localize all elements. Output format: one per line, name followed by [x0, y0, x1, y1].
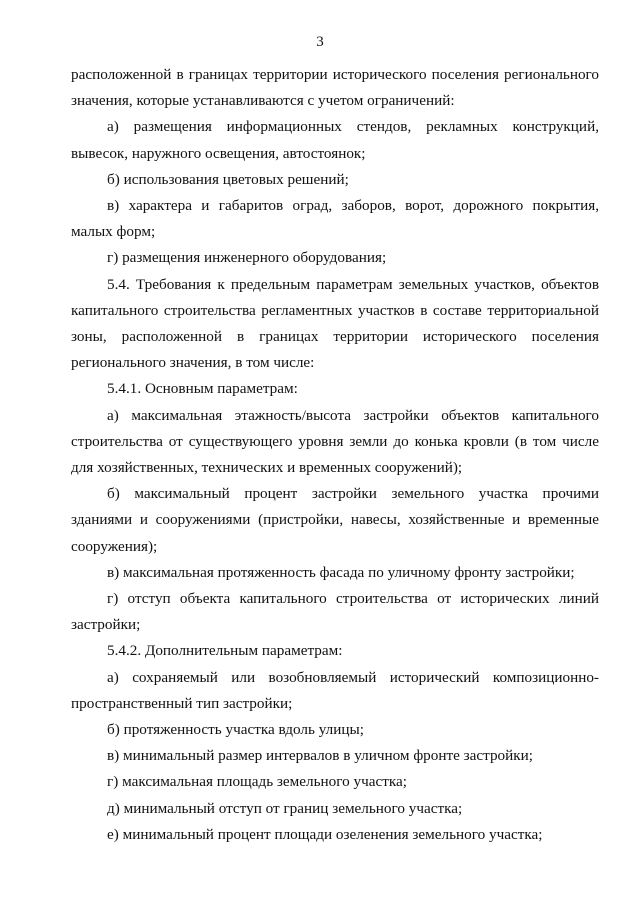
paragraph-item-b-colors: б) использования цветовых решений; [107, 170, 349, 188]
paragraph-item-d-min-setback: д) минимальный отступ от границ земельного участка; [107, 799, 463, 817]
paragraph-item-g-setback: г) отступ объекта капитального строительства от исторических линий застройки; [71, 590, 599, 634]
paragraph-item-b-length: б) протяженность участка вдоль улицы; [107, 721, 364, 739]
paragraph-section-5-4-1: 5.4.1. Основным параметрам: [107, 380, 298, 398]
paragraph-item-a-height: а) максимальная этажность/высота застройки объектов капитального строительства от существующего уровня земли до конька кровли (в том числе для хозяйственных, технических и временных сооружений); [71, 406, 599, 477]
document-body [71, 62, 599, 848]
paragraph-item-g-max-area: г) максимальная площадь земельного участка; [107, 773, 407, 791]
paragraph-item-v-intervals: в) минимальный размер интервалов в уличном фронте застройки; [107, 747, 533, 765]
page-number: 3 [316, 34, 324, 50]
paragraph-section-5-4-2: 5.4.2. Дополнительным параметрам: [107, 642, 343, 660]
paragraph-item-a-placement: а) размещения информационных стендов, рекламных конструкций, вывесок, наружного освещения, автостоянок; [71, 118, 599, 162]
paragraph-item-v-facade: в) максимальная протяженность фасада по уличному фронту застройки; [107, 563, 575, 581]
paragraph-item-b-coverage: б) максимальный процент застройки земельного участка прочими зданиями и сооружениями (пристройки, навесы, хозяйственные и временные сооружения); [71, 485, 599, 555]
paragraph-continuation: расположенной в границах территории исторического поселения регионального значения, которые устанавливаются с учетом ограничений: [71, 66, 599, 110]
paragraph-item-a-building-type: а) сохраняемый или возобновляемый исторический композиционно-пространственный тип застройки; [71, 668, 599, 712]
paragraph-section-5-4: 5.4. Требования к предельным параметрам земельных участков, объектов капитального строительства регламентных участков в составе территориальной зоны, расположенной в границах территории исторического поселения регионального значения, в том числе: [71, 275, 599, 372]
paragraph-item-g-equipment: г) размещения инженерного оборудования; [107, 249, 387, 267]
paragraph-item-v-fences: в) характера и габаритов оград, заборов, ворот, дорожного покрытия, малых форм; [71, 197, 599, 241]
paragraph-item-e-greening: е) минимальный процент площади озеленения земельного участка; [107, 825, 543, 843]
